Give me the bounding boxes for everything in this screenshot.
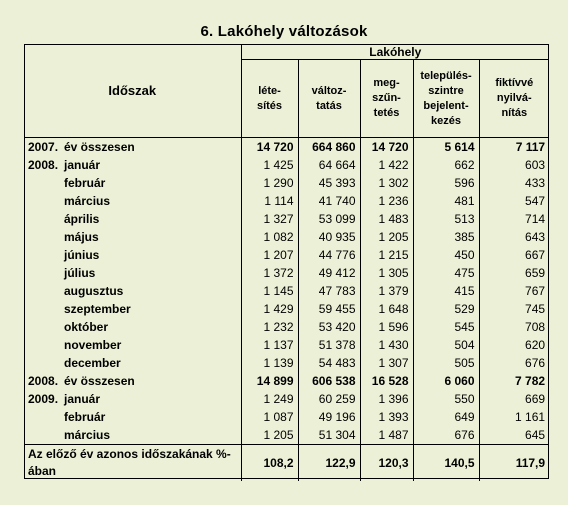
row-period: április: [64, 212, 100, 226]
column-header: település- szintre bejelent- kezés: [413, 60, 479, 138]
row-label: [24, 282, 241, 300]
table-cell: 620: [525, 338, 546, 352]
table-row: [24, 246, 549, 264]
footer-label: Az előző év azonos időszakának %-ában: [24, 445, 241, 482]
table-cell: 1 205: [241, 426, 298, 445]
table-row: [24, 372, 549, 390]
table-cell: 1 302: [360, 174, 413, 192]
table-row: [24, 264, 549, 282]
table-cell: 1 215: [360, 246, 413, 264]
table-cell: 1 307: [360, 354, 413, 372]
table-row: [24, 210, 549, 228]
table-cell: 1 290: [241, 174, 298, 192]
table-cell: 14 899: [241, 372, 298, 390]
table-cell: 14 720: [241, 138, 298, 157]
table-row: [24, 282, 549, 300]
row-period: január: [64, 392, 101, 406]
table-row: [24, 138, 549, 157]
table-cell: 49 412: [298, 264, 360, 282]
table-cell: 1 393: [360, 408, 413, 426]
table-cell: 1 327: [241, 210, 298, 228]
row-period: november: [64, 338, 122, 352]
table-cell: 1 648: [360, 300, 413, 318]
table-cell: 415: [413, 282, 479, 300]
row-label: [24, 210, 241, 228]
row-label: [24, 318, 241, 336]
row-period: július: [64, 266, 96, 280]
table-cell: 49 196: [298, 408, 360, 426]
table-cell: 1 429: [241, 300, 298, 318]
table-cell: 714: [525, 212, 546, 226]
table-cell: 1 483: [360, 210, 413, 228]
table-cell: 1 425: [241, 156, 298, 174]
table-cell: 1 232: [241, 318, 298, 336]
table-cell: 667: [525, 248, 546, 262]
footer-cell: 122,9: [298, 445, 360, 482]
row-label: [24, 408, 241, 426]
table-cell: 1 082: [241, 228, 298, 246]
table-cell: 1 379: [360, 282, 413, 300]
table-cell: 5 614: [413, 138, 479, 157]
row-label: [24, 336, 241, 354]
table-cell: 1 205: [360, 228, 413, 246]
table-cell: 513: [413, 210, 479, 228]
table-cell: 1 372: [241, 264, 298, 282]
table-cell: 45 393: [298, 174, 360, 192]
footer-cell: 120,3: [360, 445, 413, 482]
table-row: [24, 336, 549, 354]
column-header: meg- szűn- tetés: [360, 60, 413, 138]
table-cell: 529: [413, 300, 479, 318]
table-cell: 1 305: [360, 264, 413, 282]
table-cell: 60 259: [298, 390, 360, 408]
row-period: október: [64, 320, 109, 334]
table-cell: 504: [413, 336, 479, 354]
table-cell: 1 422: [360, 156, 413, 174]
table-cell: 1 161: [515, 410, 546, 424]
table-cell: 475: [413, 264, 479, 282]
table-cell: 596: [413, 174, 479, 192]
table-cell: 676: [413, 426, 479, 445]
table-cell: 7 117: [479, 138, 549, 157]
table-cell: 505: [413, 354, 479, 372]
table-cell: 649: [413, 408, 479, 426]
table-cell: 664 860: [298, 138, 360, 157]
footer-cell: 117,9: [479, 445, 549, 482]
row-label: [24, 372, 241, 390]
table-cell: 1 430: [360, 336, 413, 354]
table-row: [24, 228, 549, 246]
footer-cell: 140,5: [413, 445, 479, 482]
table-cell: 1 487: [360, 426, 413, 445]
table-cell: 54 483: [298, 354, 360, 372]
row-label: [24, 354, 241, 372]
row-period: év összesen: [64, 374, 135, 388]
table-cell: 1 139: [241, 354, 298, 372]
row-label: [24, 426, 241, 445]
footer-row: [24, 445, 549, 482]
table-cell: 1 596: [360, 318, 413, 336]
column-header: fiktívvé nyilvá- nítás: [495, 77, 534, 119]
table-row: [24, 300, 549, 318]
table-cell: 385: [413, 228, 479, 246]
row-period: március: [64, 194, 111, 208]
period-header: Időszak: [24, 44, 241, 138]
table-cell: 1 087: [241, 408, 298, 426]
table-cell: 1 145: [241, 282, 298, 300]
row-period: augusztus: [64, 284, 124, 298]
row-label: [24, 138, 241, 157]
table-cell: 51 304: [298, 426, 360, 445]
table-cell: 745: [525, 302, 546, 316]
table-cell: 53 099: [298, 210, 360, 228]
row-period: szeptember: [64, 302, 131, 316]
table-cell: 1 114: [241, 192, 298, 210]
table-cell: 41 740: [298, 192, 360, 210]
row-label: [24, 156, 241, 174]
table-cell: 450: [413, 246, 479, 264]
row-label: [24, 264, 241, 282]
lakohely-table: [24, 44, 549, 481]
row-period: február: [64, 176, 106, 190]
table-cell: 1 236: [360, 192, 413, 210]
row-period: június: [64, 248, 100, 262]
table-cell: 40 935: [298, 228, 360, 246]
row-year: 2008.: [28, 158, 59, 172]
table-cell: 603: [525, 158, 546, 172]
row-period: év összesen: [64, 140, 135, 154]
table-cell: 44 776: [298, 246, 360, 264]
table-cell: 16 528: [360, 372, 413, 390]
table-cell: 64 664: [298, 156, 360, 174]
table-cell: 676: [525, 356, 546, 370]
row-period: január: [64, 158, 101, 172]
table-cell: 1 249: [241, 390, 298, 408]
table-cell: 481: [413, 192, 479, 210]
table-row: [24, 408, 549, 426]
table-cell: 606 538: [298, 372, 360, 390]
table-cell: 550: [413, 390, 479, 408]
table-cell: 59 455: [298, 300, 360, 318]
table-title: 6. Lakóhely változások: [200, 23, 368, 40]
row-label: [24, 192, 241, 210]
row-year: 2007.: [28, 140, 59, 154]
table-cell: 669: [525, 392, 546, 406]
footer-cell: 108,2: [241, 445, 298, 482]
row-year: 2009.: [28, 392, 59, 406]
column-header: léte- sítés: [241, 60, 298, 138]
table-cell: 433: [525, 176, 546, 190]
row-label: [24, 390, 241, 408]
table-cell: 7 782: [515, 374, 546, 388]
table-row: [24, 174, 549, 192]
table-cell: 767: [525, 284, 546, 298]
row-period: február: [64, 410, 106, 424]
column-header: változ- tatás: [298, 60, 360, 138]
row-period: december: [64, 356, 121, 370]
row-label: [24, 228, 241, 246]
row-period: március: [64, 428, 111, 442]
row-label: [24, 246, 241, 264]
table-row: [24, 390, 549, 408]
table-cell: 53 420: [298, 318, 360, 336]
table-cell: 708: [525, 320, 546, 334]
table-cell: 14 720: [360, 138, 413, 157]
row-period: május: [64, 230, 99, 244]
table-cell: 547: [525, 194, 546, 208]
table-cell: 545: [413, 318, 479, 336]
table-row: [24, 354, 549, 372]
table-cell: 51 378: [298, 336, 360, 354]
table-cell: 645: [525, 428, 546, 442]
table-row: [24, 426, 549, 445]
row-label: [24, 300, 241, 318]
table-cell: 662: [413, 156, 479, 174]
table-cell: 1 396: [360, 390, 413, 408]
table-cell: 643: [525, 230, 546, 244]
table-row: [24, 192, 549, 210]
table-cell: 659: [525, 266, 546, 280]
row-year: 2008.: [28, 374, 59, 388]
row-label: [24, 174, 241, 192]
table-cell: 1 207: [241, 246, 298, 264]
group-header: Lakóhely: [241, 44, 549, 60]
table-cell: 1 137: [241, 336, 298, 354]
table-row: [24, 318, 549, 336]
table-row: [24, 156, 549, 174]
table-cell: 47 783: [298, 282, 360, 300]
table-cell: 6 060: [413, 372, 479, 390]
